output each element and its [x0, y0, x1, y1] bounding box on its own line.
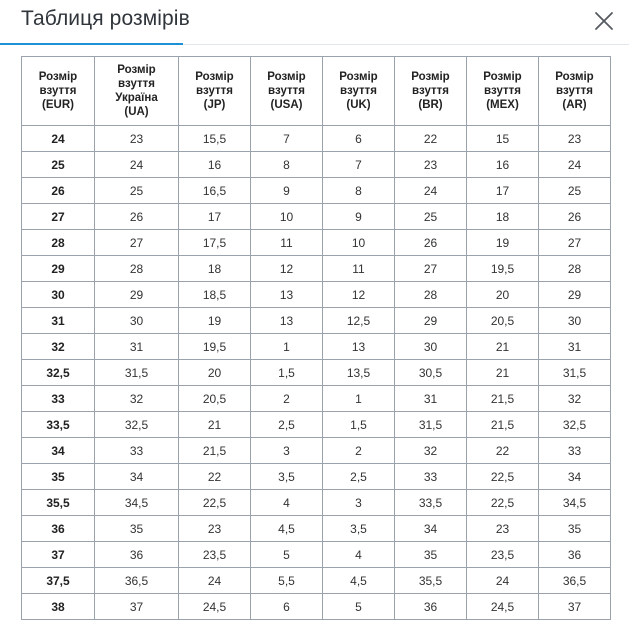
column-header-line: взуття: [483, 85, 521, 97]
column-header-line: Розмір: [38, 71, 78, 83]
table-cell: 36: [95, 542, 179, 568]
table-cell: 11: [323, 256, 395, 282]
table-cell: 33,5: [395, 490, 467, 516]
table-cell: 22: [395, 126, 467, 152]
table-cell: 12: [251, 256, 323, 282]
table-cell: 34: [395, 516, 467, 542]
table-cell: 33: [95, 438, 179, 464]
column-header-line: Розмір: [339, 71, 378, 83]
table-cell: 21: [467, 334, 539, 360]
table-cell: 30: [539, 308, 611, 334]
table-cell: 31: [539, 334, 611, 360]
table-row: [22, 464, 611, 490]
table-cell: 13: [323, 334, 395, 360]
table-cell: 16: [467, 152, 539, 178]
table-cell: 35,5: [395, 568, 467, 594]
column-header-line: (MEX): [486, 99, 519, 111]
table-cell: 34: [22, 438, 95, 464]
column-header: [251, 57, 323, 126]
table-cell: 31,5: [95, 360, 179, 386]
size-table-container: [21, 56, 611, 620]
table-cell: 36,5: [95, 568, 179, 594]
modal-title: Таблиця розмірів: [21, 7, 190, 30]
table-cell: 15,5: [179, 126, 251, 152]
table-cell: 34: [95, 464, 179, 490]
table-cell: 23: [467, 516, 539, 542]
table-cell: 18: [467, 204, 539, 230]
table-row: [22, 360, 611, 386]
table-cell: 18,5: [179, 282, 251, 308]
table-cell: 25: [395, 204, 467, 230]
table-cell: 27: [539, 230, 611, 256]
column-header-line: взуття: [339, 85, 377, 97]
table-cell: 22: [467, 438, 539, 464]
table-cell: 24: [179, 568, 251, 594]
table-cell: 24: [467, 568, 539, 594]
table-cell: 23: [95, 126, 179, 152]
table-cell: 6: [323, 126, 395, 152]
column-header: [395, 57, 467, 126]
table-cell: 33: [22, 386, 95, 412]
table-cell: 37: [539, 594, 611, 620]
table-cell: 17: [179, 204, 251, 230]
table-cell: 28: [539, 256, 611, 282]
table-cell: 19,5: [179, 334, 251, 360]
table-row: [22, 542, 611, 568]
table-cell: 24: [395, 178, 467, 204]
table-cell: 24: [95, 152, 179, 178]
table-cell: 2: [323, 438, 395, 464]
table-cell: 23: [539, 126, 611, 152]
column-header-line: взуття: [555, 85, 593, 97]
table-cell: 31: [395, 386, 467, 412]
column-header-line: Україна: [115, 92, 158, 104]
table-cell: 29: [22, 256, 95, 282]
table-cell: 24,5: [179, 594, 251, 620]
table-cell: 36: [395, 594, 467, 620]
table-cell: 35: [395, 542, 467, 568]
table-cell: 18: [179, 256, 251, 282]
table-cell: 13: [251, 308, 323, 334]
table-row: [22, 126, 611, 152]
table-cell: 28: [395, 282, 467, 308]
table-cell: 12,5: [323, 308, 395, 334]
column-header-line: Розмір: [267, 71, 306, 83]
table-row: [22, 256, 611, 282]
table-cell: 3,5: [251, 464, 323, 490]
table-cell: 32: [95, 386, 179, 412]
column-header-line: Розмір: [117, 64, 156, 76]
table-cell: 20: [467, 282, 539, 308]
column-header: [22, 57, 95, 126]
table-cell: 10: [251, 204, 323, 230]
table-cell: 33: [539, 438, 611, 464]
table-cell: 21: [467, 360, 539, 386]
table-header: [22, 57, 611, 126]
table-cell: 7: [323, 152, 395, 178]
table-cell: 10: [323, 230, 395, 256]
table-cell: 20,5: [467, 308, 539, 334]
table-cell: 21,5: [467, 412, 539, 438]
table-row: [22, 568, 611, 594]
table-cell: 31,5: [539, 360, 611, 386]
table-cell: 6: [251, 594, 323, 620]
table-cell: 26: [395, 230, 467, 256]
table-cell: 22,5: [467, 490, 539, 516]
table-cell: 17: [467, 178, 539, 204]
table-cell: 13,5: [323, 360, 395, 386]
column-header-line: Розмір: [195, 71, 234, 83]
table-row: [22, 412, 611, 438]
table-cell: 20,5: [179, 386, 251, 412]
table-cell: 35: [22, 464, 95, 490]
table-cell: 21,5: [467, 386, 539, 412]
table-cell: 15: [467, 126, 539, 152]
column-header: [95, 57, 179, 126]
table-cell: 22: [179, 464, 251, 490]
table-cell: 32: [22, 334, 95, 360]
table-cell: 16,5: [179, 178, 251, 204]
table-row: [22, 334, 611, 360]
table-cell: 25: [95, 178, 179, 204]
table-cell: 37: [22, 542, 95, 568]
column-header: [539, 57, 611, 126]
table-cell: 36,5: [539, 568, 611, 594]
table-cell: 12: [323, 282, 395, 308]
title-underline: [0, 43, 183, 45]
table-cell: 30: [395, 334, 467, 360]
size-table: [21, 56, 611, 620]
table-cell: 21: [179, 412, 251, 438]
column-header-line: (BR): [418, 99, 443, 111]
table-cell: 4,5: [251, 516, 323, 542]
table-cell: 34,5: [539, 490, 611, 516]
modal-header: [0, 0, 629, 45]
table-cell: 29: [395, 308, 467, 334]
close-button[interactable]: [593, 10, 615, 32]
table-cell: 22,5: [179, 490, 251, 516]
table-cell: 3: [323, 490, 395, 516]
table-cell: 19: [467, 230, 539, 256]
table-cell: 23,5: [179, 542, 251, 568]
table-row: [22, 516, 611, 542]
table-cell: 4: [323, 542, 395, 568]
table-cell: 24: [22, 126, 95, 152]
table-cell: 5: [251, 542, 323, 568]
table-row: [22, 204, 611, 230]
table-row: [22, 282, 611, 308]
column-header-line: взуття: [117, 78, 155, 90]
header-row: [22, 57, 611, 126]
column-header-line: (USA): [270, 99, 303, 111]
table-cell: 24,5: [467, 594, 539, 620]
table-cell: 35,5: [22, 490, 95, 516]
table-row: [22, 438, 611, 464]
table-cell: 5,5: [251, 568, 323, 594]
table-cell: 36: [22, 516, 95, 542]
table-cell: 19,5: [467, 256, 539, 282]
table-cell: 1: [323, 386, 395, 412]
table-cell: 21,5: [179, 438, 251, 464]
table-cell: 37,5: [22, 568, 95, 594]
column-header-line: Розмір: [483, 71, 522, 83]
column-header-line: Розмір: [555, 71, 594, 83]
table-cell: 38: [22, 594, 95, 620]
table-cell: 1,5: [323, 412, 395, 438]
table-cell: 23,5: [467, 542, 539, 568]
table-cell: 30: [22, 282, 95, 308]
table-cell: 4,5: [323, 568, 395, 594]
table-row: [22, 152, 611, 178]
table-cell: 37: [95, 594, 179, 620]
table-cell: 23: [395, 152, 467, 178]
column-header: [323, 57, 395, 126]
table-cell: 32,5: [22, 360, 95, 386]
table-cell: 7: [251, 126, 323, 152]
table-row: [22, 594, 611, 620]
table-cell: 26: [22, 178, 95, 204]
column-header-line: (EUR): [42, 99, 74, 111]
table-cell: 31: [95, 334, 179, 360]
column-header-line: (UK): [346, 99, 371, 111]
table-body: [22, 126, 611, 620]
table-cell: 29: [95, 282, 179, 308]
table-cell: 32: [539, 386, 611, 412]
table-cell: 9: [251, 178, 323, 204]
table-cell: 13: [251, 282, 323, 308]
table-cell: 29: [539, 282, 611, 308]
table-cell: 25: [539, 178, 611, 204]
table-cell: 19: [179, 308, 251, 334]
table-row: [22, 308, 611, 334]
table-cell: 3,5: [323, 516, 395, 542]
table-cell: 4: [251, 490, 323, 516]
table-cell: 28: [22, 230, 95, 256]
table-cell: 20: [179, 360, 251, 386]
table-cell: 35: [95, 516, 179, 542]
column-header-line: взуття: [195, 85, 233, 97]
table-row: [22, 490, 611, 516]
table-cell: 34: [539, 464, 611, 490]
table-cell: 25: [22, 152, 95, 178]
table-cell: 2,5: [323, 464, 395, 490]
table-cell: 27: [395, 256, 467, 282]
table-cell: 26: [539, 204, 611, 230]
column-header-line: (UA): [124, 106, 149, 118]
table-cell: 16: [179, 152, 251, 178]
table-cell: 31: [22, 308, 95, 334]
table-cell: 26: [95, 204, 179, 230]
table-cell: 27: [22, 204, 95, 230]
table-cell: 1: [251, 334, 323, 360]
column-header-line: взуття: [39, 85, 77, 97]
table-cell: 27: [95, 230, 179, 256]
column-header: [179, 57, 251, 126]
table-row: [22, 386, 611, 412]
table-cell: 30,5: [395, 360, 467, 386]
table-cell: 32: [395, 438, 467, 464]
table-cell: 8: [323, 178, 395, 204]
table-cell: 33,5: [22, 412, 95, 438]
table-cell: 24: [539, 152, 611, 178]
table-cell: 30: [95, 308, 179, 334]
table-cell: 34,5: [95, 490, 179, 516]
column-header: [467, 57, 539, 126]
table-cell: 9: [323, 204, 395, 230]
table-cell: 35: [539, 516, 611, 542]
column-header-line: Розмір: [411, 71, 450, 83]
table-cell: 11: [251, 230, 323, 256]
table-cell: 2: [251, 386, 323, 412]
column-header-line: взуття: [267, 85, 305, 97]
table-cell: 3: [251, 438, 323, 464]
table-cell: 8: [251, 152, 323, 178]
table-cell: 32,5: [539, 412, 611, 438]
close-icon: [593, 10, 615, 32]
table-cell: 2,5: [251, 412, 323, 438]
table-cell: 32,5: [95, 412, 179, 438]
table-row: [22, 230, 611, 256]
column-header-line: взуття: [411, 85, 449, 97]
table-cell: 17,5: [179, 230, 251, 256]
table-cell: 23: [179, 516, 251, 542]
table-cell: 1,5: [251, 360, 323, 386]
table-cell: 28: [95, 256, 179, 282]
table-cell: 5: [323, 594, 395, 620]
table-cell: 31,5: [395, 412, 467, 438]
column-header-line: (AR): [562, 99, 587, 111]
column-header-line: (JP): [203, 99, 226, 111]
table-row: [22, 178, 611, 204]
table-cell: 36: [539, 542, 611, 568]
table-cell: 22,5: [467, 464, 539, 490]
table-cell: 33: [395, 464, 467, 490]
